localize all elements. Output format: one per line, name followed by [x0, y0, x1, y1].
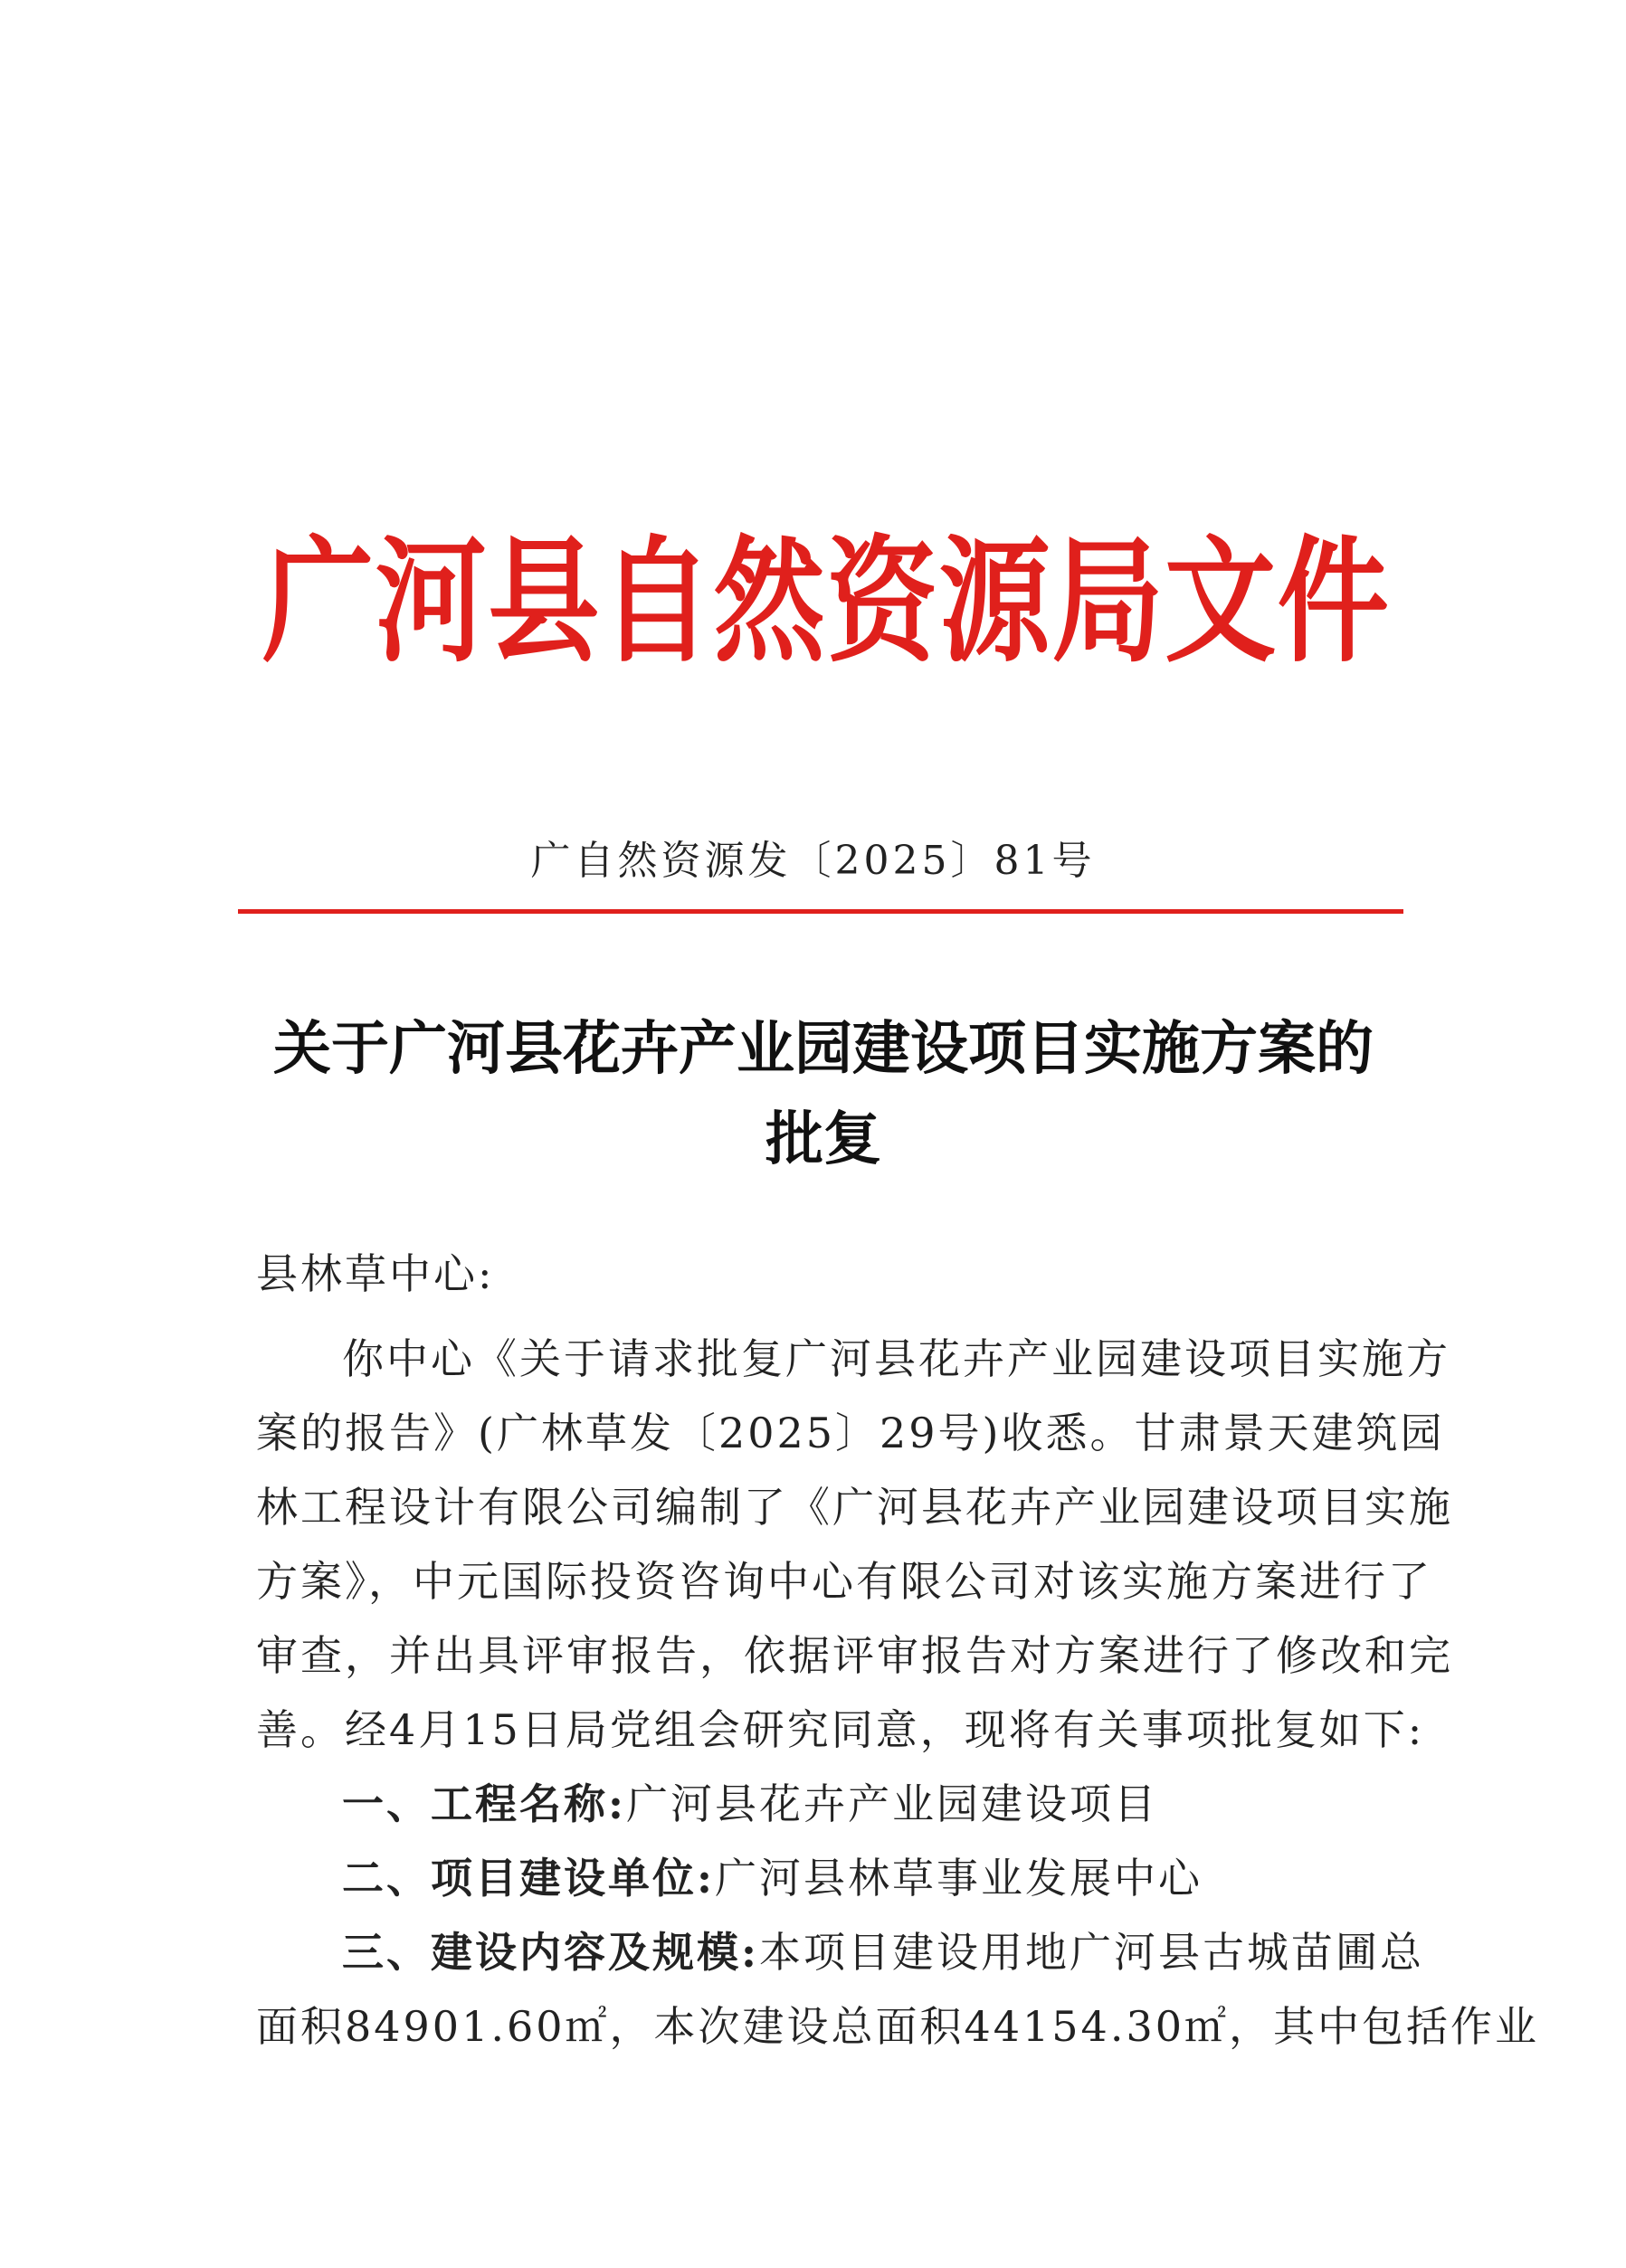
- list-item-construction-unit: [342, 1851, 1500, 1905]
- paragraph-line: 善。经4月15日局党组会研究同意，现将有关事项批复如下:: [256, 1705, 1425, 1754]
- paragraph-line: 林工程设计有限公司编制了《广河县花卉产业园建设项目实施: [256, 1483, 1453, 1532]
- red-divider-line: [238, 909, 1403, 914]
- paragraph-line: 你中心《关于请求批复广河县花卉产业园建设项目实施方: [342, 1334, 1450, 1383]
- list-item-project-name: [342, 1777, 1500, 1831]
- paragraph-line: 面积84901.60㎡，本次建设总面积44154.30㎡，其中包括作业: [256, 2002, 1539, 2051]
- list-item-text: 广河县林草事业发展中心: [714, 1854, 1203, 1903]
- list-item-text: 本项目建设用地广河县古城苗圃总: [758, 1928, 1424, 1977]
- document-title-line-2: 批复: [765, 1106, 881, 1173]
- document-title-line-1: 关于广河县花卉产业园建设项目实施方案的: [273, 1015, 1374, 1083]
- paragraph-line: 审查，并出具评审报告，依据评审报告对方案进行了修改和完: [256, 1631, 1453, 1680]
- document-number: 广自然资源发〔2025〕81号: [530, 838, 1096, 884]
- masthead-title: 广河县自然资源局文件: [262, 522, 1391, 681]
- list-item-text: 广河县花卉产业园建设项目: [625, 1779, 1158, 1828]
- addressee: 县林草中心:: [256, 1249, 495, 1298]
- paragraph-line: 方案》，中元国际投资咨询中心有限公司对该实施方案进行了: [256, 1557, 1432, 1606]
- list-item-scope: [342, 1925, 1500, 1979]
- paragraph-line: 案的报告》(广林草发〔2025〕29号)收悉。甘肃景天建筑园: [256, 1409, 1445, 1457]
- list-item-label: 二、项目建设单位:: [342, 1854, 715, 1903]
- list-item-label: 三、建设内容及规模:: [342, 1928, 759, 1977]
- list-item-label: 一、工程名称:: [342, 1779, 626, 1828]
